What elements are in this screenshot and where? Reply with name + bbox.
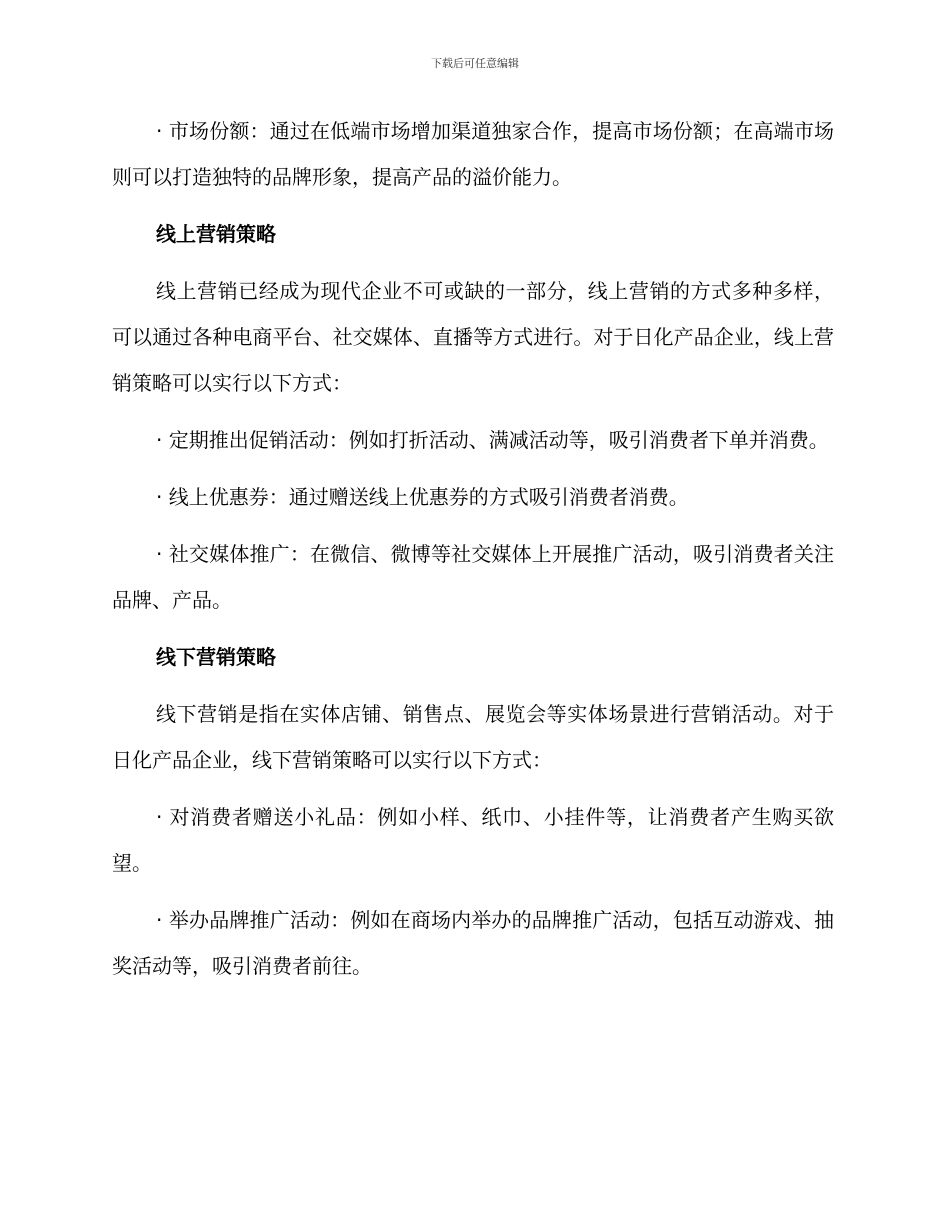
paragraph-coupons: · 线上优惠券：通过赠送线上优惠券的方式吸引消费者消费。 [156,485,689,509]
paragraph-online-intro: 线上营销已经成为现代企业不可或缺的一部分，线上营销的方式多种多样，可以通过各种电商平台、社交媒体、直播等方式进行。对于日化产品企业，线上营销策略可以实行以下方式： [112,279,834,395]
document-body [112,108,834,1000]
paragraph-market-share: · 市场份额：通过在低端市场增加渠道独家合作，提高市场份额；在高端市场则可以打造独特的品牌形象，提高产品的溢价能力。 [112,119,834,189]
heading-offline-marketing: 线下营销策略 [156,645,276,669]
paragraph-brand-events: · 举办品牌推广活动：例如在商场内举办的品牌推广活动，包括互动游戏、抽奖活动等，吸引消费者前往。 [112,908,834,978]
page-header: 下载后可任意编辑 [431,57,519,70]
paragraph-offline-intro: 线下营销是指在实体店铺、销售点、展览会等实体场景进行营销活动。对于日化产品企业，线下营销策略可以实行以下方式： [112,702,834,772]
paragraph-promotions: · 定期推出促销活动：例如打折活动、满减活动等，吸引消费者下单并消费。 [156,428,829,452]
heading-online-marketing: 线上营销策略 [156,222,276,246]
paragraph-gifts: · 对消费者赠送小礼品：例如小样、纸巾、小挂件等，让消费者产生购买欲望。 [112,805,834,875]
paragraph-social-media: · 社交媒体推广：在微信、微博等社交媒体上开展推广活动，吸引消费者关注品牌、产品。 [112,542,834,612]
